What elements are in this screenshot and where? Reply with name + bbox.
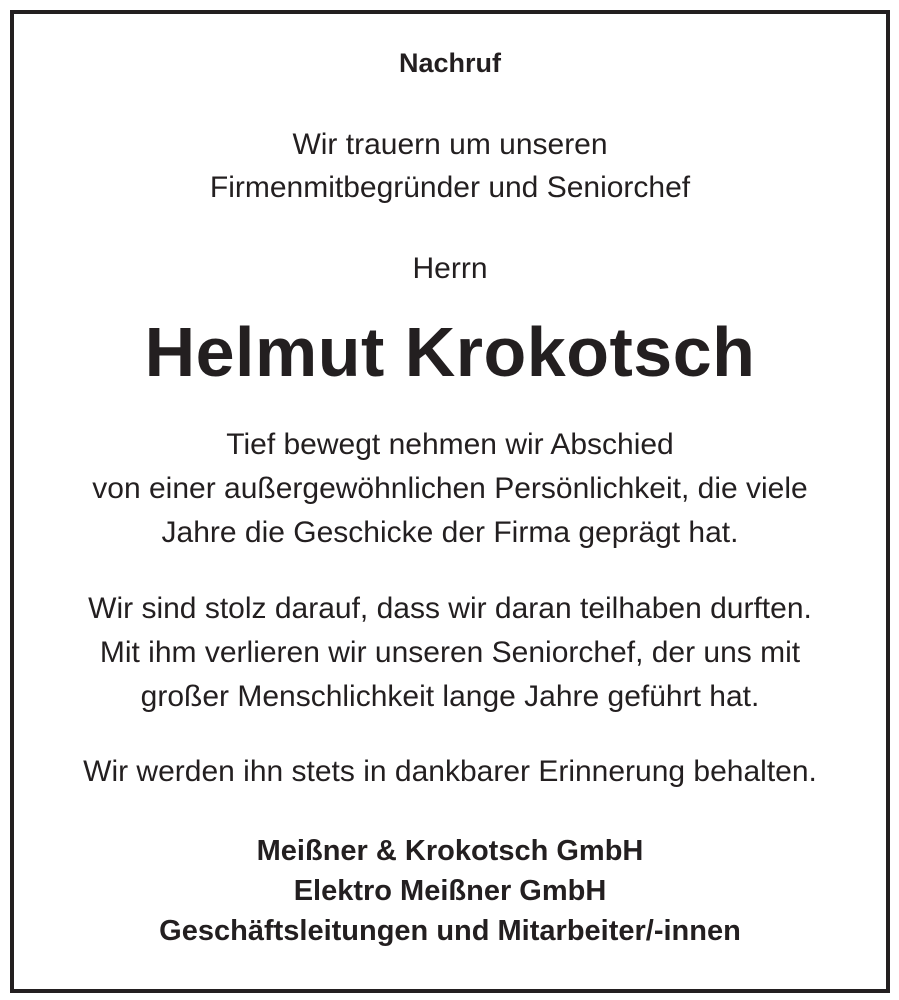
paragraph2-line-2: Mit ihm verlieren wir unseren Seniorchef, der uns mit [99, 636, 801, 669]
paragraph1-line-1: Tief bewegt nehmen wir Abschied [226, 428, 674, 461]
deceased-name: Helmut Krokotsch [144, 313, 756, 391]
signatory-staff: Geschäftsleitungen und Mitarbeiter/-innen [159, 915, 741, 947]
intro-line-2: Firmenmitbegründer und Seniorchef [209, 171, 691, 204]
paragraph2-line-1: Wir sind stolz darauf, dass wir daran teilhaben durften. [88, 592, 812, 625]
signatory-company-2: Elektro Meißner GmbH [293, 875, 607, 907]
paragraph1-line-2: von einer außergewöhnlichen Persönlichkeit, die viele [92, 472, 808, 505]
paragraph2-line-3: großer Menschlichkeit lange Jahre geführt hat. [140, 680, 760, 713]
closing-line: Wir werden ihn stets in dankbarer Erinnerung behalten. [83, 755, 817, 788]
signatory-company-1: Meißner & Krokotsch GmbH [256, 835, 644, 867]
paragraph1-line-3: Jahre die Geschicke der Firma geprägt hat. [161, 516, 739, 549]
salutation: Herrn [412, 252, 488, 285]
notice-title: Nachruf [398, 48, 501, 78]
obituary-notice [10, 10, 890, 993]
intro-line-1: Wir trauern um unseren [292, 128, 608, 161]
